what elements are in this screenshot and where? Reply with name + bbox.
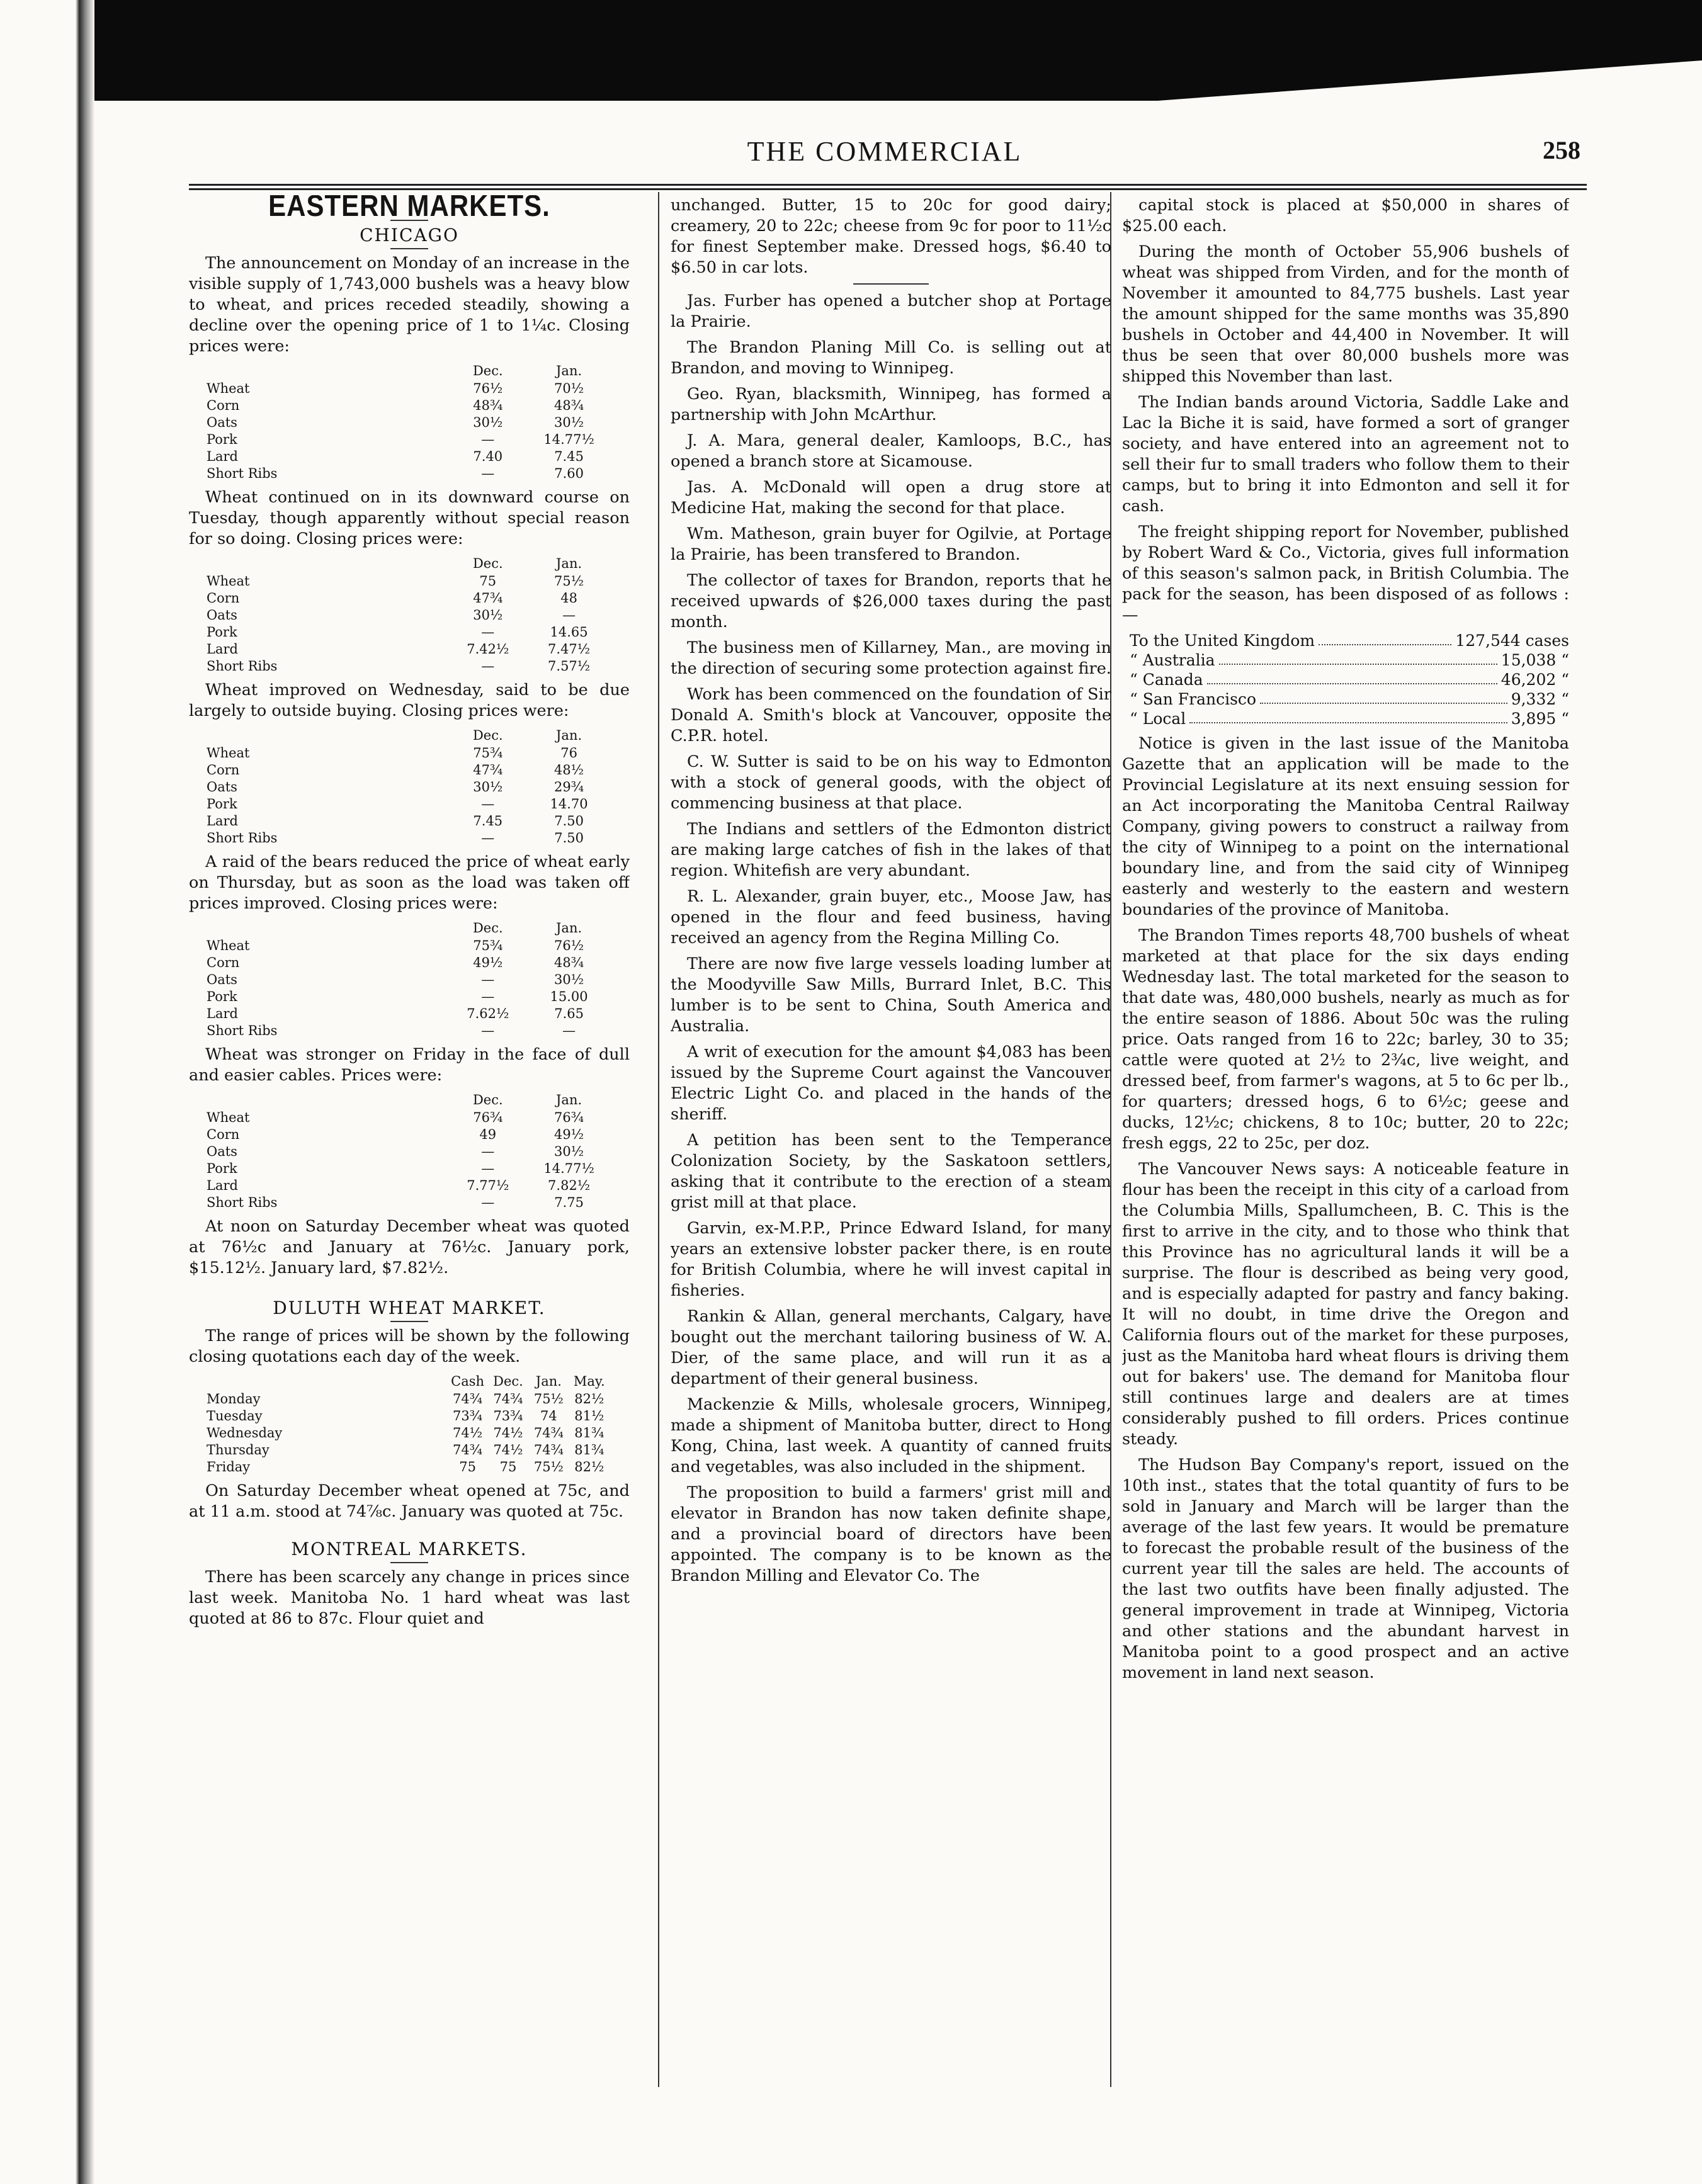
price-cell: — — [562, 1023, 576, 1038]
chicago-friday-paragraph: Wheat was stronger on Friday in the face of dull and easier cables. Prices were: — [189, 1045, 630, 1085]
commodity-label: Wheat — [207, 938, 250, 953]
price-cell: — — [481, 466, 495, 481]
duluth-heading: DULUTH WHEAT MARKET. — [273, 1298, 546, 1318]
commodity-label: Oats — [207, 415, 237, 430]
price-cell: 48¾ — [554, 955, 584, 970]
destination: “ Canada — [1130, 670, 1203, 689]
page-number: 258 — [1543, 136, 1580, 164]
price-cell: 75 — [459, 1459, 476, 1474]
price-cell: 75½ — [533, 1391, 564, 1406]
news-items — [671, 291, 1111, 1587]
table-row — [204, 813, 610, 830]
price-cell: 76¾ — [473, 1110, 503, 1125]
price-cell: 75 — [499, 1459, 517, 1474]
salmon-shipments-list — [1130, 631, 1569, 728]
chicago-wednesday-paragraph: Wheat improved on Wednesday, said to be due largely to outside buying. Closing prices were: — [189, 681, 630, 720]
table-row — [204, 937, 610, 954]
divider — [390, 1562, 428, 1563]
column-header: Dec. — [493, 1374, 523, 1389]
table-header-row — [204, 727, 610, 745]
header-rule — [189, 184, 1587, 186]
news-paragraph: The Hudson Bay Company's report, issued on the 10th inst., states that the total quantity of furs to be sold in January and March will be larger than the average of the last few years. It would be premature to forecast the probable result of the business of the current year till the sales are held. The accounts of the last two outfits have been finally adjusted. The general improvement in trade at Winnipeg, Victoria and other stations and the abundant harvest in Manitoba point to a good prospect and an active movement in land next season. — [1122, 1456, 1569, 1682]
montreal-heading: MONTREAL MARKETS. — [291, 1539, 528, 1559]
table-row — [204, 465, 610, 482]
news-paragraph: J. A. Mara, general dealer, Kamloops, B.C., has opened a branch store at Sicamouse. — [671, 431, 1111, 471]
scan-top-black-band — [0, 0, 1702, 101]
shipment-row — [1130, 689, 1569, 709]
column-3 — [1122, 195, 1569, 2122]
price-cell: 76¾ — [554, 1110, 584, 1125]
table-row — [204, 830, 610, 847]
commodity-label: Short Ribs — [207, 466, 278, 481]
table-row — [204, 607, 610, 624]
price-cell: 7.45 — [473, 813, 503, 829]
table-row — [204, 1408, 610, 1425]
day-label: Thursday — [207, 1442, 269, 1457]
header-rule-second — [189, 188, 1587, 190]
table-row — [204, 448, 610, 465]
price-cell: 47¾ — [473, 762, 503, 778]
price-cell: — — [481, 432, 495, 447]
leader-dots — [1207, 670, 1497, 684]
price-cell: — — [481, 796, 495, 812]
price-cell: — — [562, 608, 576, 623]
commodity-label: Pork — [207, 432, 237, 447]
table-row — [204, 779, 610, 796]
price-cell: 14.70 — [550, 796, 588, 812]
price-table-monday — [204, 362, 610, 482]
price-cell: — — [481, 1023, 495, 1038]
news-paragraph: Rankin & Allan, general merchants, Calgary, have bought out the merchant tailoring business of W. A. Dier, of the same place, and will run it as a department of their general business. — [671, 1307, 1111, 1388]
commodity-label: Corn — [207, 591, 240, 606]
chicago-saturday-paragraph: At noon on Saturday December wheat was quoted at 76½c and January at 76½c. January pork, $15.12½. January lard, $7.82½. — [189, 1217, 630, 1277]
price-cell: 47¾ — [473, 591, 503, 606]
news-paragraph: The freight shipping report for November, published by Robert Ward & Co., Victoria, gives full information of this season's salmon pack, in British Columbia. The pack for the season, has been disposed of as follows :— — [1122, 523, 1569, 625]
price-cell: 49½ — [473, 955, 503, 970]
price-cell: 74½ — [453, 1425, 483, 1440]
commodity-label: Short Ribs — [207, 659, 278, 674]
table-row — [204, 1160, 610, 1177]
table-row — [204, 1005, 610, 1022]
header-spacer — [204, 555, 447, 573]
commodity-label: Corn — [207, 762, 240, 778]
table-row — [204, 641, 610, 658]
quantity: 46,202 “ — [1501, 670, 1569, 689]
price-cell: 7.45 — [554, 449, 584, 464]
price-cell: 7.40 — [473, 449, 503, 464]
day-label: Monday — [207, 1391, 261, 1406]
news-paragraph: The business men of Killarney, Man., are moving in the direction of securing some protection against fire. — [671, 638, 1111, 678]
price-cell: 74½ — [493, 1442, 523, 1457]
chicago-subheading: CHICAGO — [360, 225, 459, 246]
news-paragraph: A writ of execution for the amount $4,083 has been issued by the Supreme Court against the Vancouver Electric Light Co. and placed in the hands of the sheriff. — [671, 1043, 1111, 1124]
commodity-label: Corn — [207, 398, 240, 413]
running-head: THE COMMERCIAL — [747, 136, 1023, 167]
commodity-label: Pork — [207, 796, 237, 812]
price-cell: 82½ — [574, 1391, 604, 1406]
page-header — [189, 135, 1580, 179]
price-table-thursday — [204, 919, 610, 1039]
commodity-label: Pork — [207, 625, 237, 640]
price-cell: 30½ — [554, 972, 584, 987]
price-cell: 49 — [479, 1127, 497, 1142]
price-cell: 48¾ — [473, 398, 503, 413]
price-cell: 81¾ — [574, 1425, 604, 1440]
price-cell: 75¾ — [473, 938, 503, 953]
price-cell: 75¾ — [473, 745, 503, 761]
news-paragraph: The Indian bands around Victoria, Saddle Lake and Lac la Biche it is said, have formed a sort of granger society, and have entered into an agreement not to sell their fur to small traders who follow them to their camps, but to bring it into Edmonton and sell it for cash. — [1122, 393, 1569, 516]
news-items-a — [1122, 195, 1569, 626]
shipment-row — [1130, 709, 1569, 728]
table-row — [204, 796, 610, 813]
table-row — [204, 1109, 610, 1126]
price-table-tuesday — [204, 555, 610, 675]
price-cell: 30½ — [554, 415, 584, 430]
news-paragraph: Wm. Matheson, grain buyer for Ogilvie, at Portage la Prairie, has been transfered to Brandon. — [671, 524, 1111, 564]
column-header: Dec. — [472, 1092, 503, 1107]
table-row — [204, 971, 610, 988]
news-paragraph: C. W. Sutter is said to be on his way to Edmonton with a stock of general goods, with the object of commencing business at that place. — [671, 752, 1111, 813]
price-cell: — — [481, 659, 495, 674]
news-paragraph: A petition has been sent to the Temperance Colonization Society, by the Saskatoon settlers, asking that it contribute to the erection of a steam grist mill at that place. — [671, 1131, 1111, 1212]
leader-dots — [1260, 689, 1507, 704]
section-separator — [853, 283, 929, 285]
price-cell: — — [481, 625, 495, 640]
price-cell: 73¾ — [453, 1408, 483, 1423]
day-label: Wednesday — [207, 1425, 283, 1440]
commodity-label: Oats — [207, 608, 237, 623]
news-paragraph: Mackenzie & Mills, wholesale grocers, Winnipeg, made a shipment of Manitoba butter, direct to Hong Kong, China, last week. A quantity of canned fruits and vegetables, was also included in the shipment. — [671, 1395, 1111, 1476]
column-header: Dec. — [472, 728, 503, 743]
shipment-row — [1130, 670, 1569, 689]
table-header-row — [204, 1091, 610, 1109]
table-row — [204, 431, 610, 448]
table-row — [204, 1425, 610, 1442]
chicago-monday-paragraph: The announcement on Monday of an increase in the visible supply of 1,743,000 bushels was a heavy blow to wheat, and prices receded steadily, showing a decline over the opening price of 1 to 1¼c. Closing prices were: — [189, 254, 630, 356]
news-paragraph: Work has been commenced on the foundation of Sir Donald A. Smith's block at Vancouver, opposite the C.P.R. hotel. — [671, 685, 1111, 745]
column-header: Dec. — [472, 920, 503, 936]
news-items-b — [1122, 733, 1569, 1683]
column-header: May. — [573, 1374, 605, 1389]
commodity-label: Lard — [207, 642, 238, 657]
column-header: Cash — [451, 1374, 485, 1389]
price-cell: 7.77½ — [467, 1178, 509, 1193]
news-paragraph: The proposition to build a farmers' grist mill and elevator in Brandon has now taken definite shape, and a provincial board of directors have been appointed. The company is to be known as the Brandon Milling and Elevator Co. The — [671, 1483, 1111, 1585]
commodity-label: Wheat — [207, 745, 250, 761]
header-spacer — [204, 727, 447, 745]
news-paragraph: The Brandon Planing Mill Co. is selling out at Brandon, and moving to Winnipeg. — [671, 338, 1111, 378]
column-header: Jan. — [556, 1092, 582, 1107]
price-cell: 15.00 — [550, 989, 588, 1004]
table-header-row — [204, 1372, 610, 1391]
price-cell: — — [481, 1144, 495, 1159]
table-row — [204, 1459, 610, 1476]
quantity: 3,895 “ — [1511, 710, 1569, 728]
column-rule-1 — [658, 192, 659, 2087]
price-table-friday — [204, 1091, 610, 1211]
commodity-label: Wheat — [207, 574, 250, 589]
column-2 — [671, 195, 1111, 2122]
price-cell: 7.50 — [554, 830, 584, 846]
quantity: 9,332 “ — [1511, 690, 1569, 708]
table-row — [204, 397, 610, 414]
price-cell: 48¾ — [554, 398, 584, 413]
header-spacer — [204, 1091, 447, 1109]
price-cell: 30½ — [473, 779, 503, 795]
divider — [390, 248, 428, 249]
price-cell: 48 — [560, 591, 577, 606]
table-row — [204, 745, 610, 762]
eastern-markets-heading: EASTERN MARKETS. — [268, 195, 550, 223]
column-header: Dec. — [472, 556, 503, 571]
table-row — [204, 988, 610, 1005]
scan-left-binding-edge — [0, 0, 94, 2184]
commodity-label: Short Ribs — [207, 1195, 278, 1210]
price-cell: 75½ — [533, 1459, 564, 1474]
table-row — [204, 762, 610, 779]
table-row — [204, 1442, 610, 1459]
price-cell: 76½ — [473, 381, 503, 396]
price-cell: 74½ — [493, 1425, 523, 1440]
price-cell: — — [481, 1195, 495, 1210]
price-cell: 75 — [479, 574, 497, 589]
price-cell: — — [481, 1161, 495, 1176]
shipment-row — [1130, 631, 1569, 650]
column-header: Dec. — [472, 363, 503, 378]
news-paragraph: The collector of taxes for Brandon, reports that he received upwards of $26,000 taxes during the past month. — [671, 571, 1111, 631]
table-header-row — [204, 919, 610, 937]
price-cell: 49½ — [554, 1127, 584, 1142]
leader-dots — [1189, 709, 1507, 723]
column-header: Jan. — [556, 363, 582, 378]
duluth-price-table — [204, 1372, 610, 1476]
quantity: 127,544 cases — [1455, 631, 1569, 650]
table-row — [204, 1022, 610, 1039]
table-row — [204, 954, 610, 971]
table-header-row — [204, 362, 610, 380]
price-cell: 7.65 — [554, 1006, 584, 1021]
price-cell: 74¾ — [453, 1391, 483, 1406]
column-header: Jan. — [535, 1374, 562, 1389]
price-cell: 7.57½ — [548, 659, 591, 674]
news-paragraph: The Vancouver News says: A noticeable feature in flour has been the receipt in this city of a carload from the Columbia Mills, Spallumcheen, B. C. This is the first to arrive in the city, and to those who think that this Province has no agricultural lands it will be a surprise. The flour is described as being very good, and is especially adapted for pastry and fancy baking. It will no doubt, in time drive the Oregon and California flours out of the market for these purposes, just as the Manitoba hard wheat flours is driving them out for bakers' use. The demand for Manitoba flour still continues large and dealers are at times considerably pushed to fill orders. Prices continue steady. — [1122, 1160, 1569, 1449]
table-row — [204, 624, 610, 641]
chicago-thursday-paragraph: A raid of the bears reduced the price of wheat early on Thursday, but as soon as the load was taken off prices improved. Closing prices were: — [189, 852, 630, 913]
commodity-label: Lard — [207, 1006, 238, 1021]
news-paragraph: Notice is given in the last issue of the Manitoba Gazette that an application will be made to the Provincial Legislature at its next ensuing session for an Act incorporating the Manitoba Central Railway Company, giving powers to construct a railway from the city of Winnipeg to a point on the international boundary line, and from the said city of Winnipeg easterly and westerly to the eastern and western boundaries of the province of Manitoba. — [1122, 734, 1569, 919]
commodity-label: Pork — [207, 989, 237, 1004]
price-cell: 14.77½ — [543, 432, 594, 447]
destination: “ Local — [1130, 710, 1186, 728]
duluth-paragraph: The range of prices will be shown by the following closing quotations each day of the week. — [189, 1327, 630, 1366]
price-cell: 7.82½ — [548, 1178, 591, 1193]
price-cell: — — [481, 972, 495, 987]
price-cell: 81¾ — [574, 1442, 604, 1457]
news-paragraph: Garvin, ex-M.P.P., Prince Edward Island, for many years an extensive lobster packer there, is en route for British Columbia, where he will invest capital in fisheries. — [671, 1219, 1111, 1300]
table-row — [204, 380, 610, 397]
header-spacer — [204, 362, 447, 380]
price-cell: 74¾ — [533, 1442, 564, 1457]
table-row — [204, 573, 610, 590]
commodity-label: Lard — [207, 1178, 238, 1193]
price-cell: 70½ — [554, 381, 584, 396]
price-cell: 7.50 — [554, 813, 584, 829]
news-paragraph: Geo. Ryan, blacksmith, Winnipeg, has formed a partnership with John McArthur. — [671, 385, 1111, 424]
column-header: Jan. — [556, 728, 582, 743]
price-cell: 82½ — [574, 1459, 604, 1474]
table-header-row — [204, 555, 610, 573]
news-paragraph: There are now five large vessels loading lumber at the Moodyville Saw Mills, Burrard Inlet, B.C. This lumber is to be sent to China, South America and Australia. — [671, 954, 1111, 1036]
price-cell: 30½ — [473, 415, 503, 430]
price-cell: 81½ — [574, 1408, 604, 1423]
news-paragraph: During the month of October 55,906 bushels of wheat was shipped from Virden, and for the month of November it amounted to 84,775 bushels. Last year the amount shipped for the same months was 35,890 bushels in October and 44,400 in November. It will thus be seen that over 80,000 bushels more was shipped this November than last. — [1122, 242, 1569, 386]
commodity-label: Wheat — [207, 381, 250, 396]
news-paragraph: The Indians and settlers of the Edmonton district are making large catches of fish in the lakes of that region. Whitefish are very abundant. — [671, 820, 1111, 880]
divider — [390, 1321, 428, 1322]
price-cell: 7.42½ — [467, 642, 509, 657]
day-label: Tuesday — [207, 1408, 263, 1423]
news-paragraph: capital stock is placed at $50,000 in shares of $25.00 each. — [1122, 196, 1569, 235]
commodity-label: Oats — [207, 972, 237, 987]
destination: “ Australia — [1130, 651, 1215, 669]
table-row — [204, 1194, 610, 1211]
commodity-label: Lard — [207, 449, 238, 464]
column-1 — [189, 195, 630, 2122]
commodity-label: Oats — [207, 779, 237, 795]
price-table-wednesday — [204, 727, 610, 847]
destination: “ San Francisco — [1130, 690, 1256, 708]
table-row — [204, 1126, 610, 1143]
montreal-continued-paragraph: unchanged. Butter, 15 to 20c for good dairy; creamery, 20 to 22c; cheese from 9c for poor to 11½c for finest September make. Dressed hogs, $6.40 to $6.50 in car lots. — [671, 196, 1111, 277]
commodity-label: Short Ribs — [207, 1023, 278, 1038]
price-cell: 74¾ — [533, 1425, 564, 1440]
chicago-tuesday-paragraph: Wheat continued on in its downward course on Tuesday, though apparently without special reason for so doing. Closing prices were: — [189, 488, 630, 548]
table-row — [204, 414, 610, 431]
price-cell: 30½ — [473, 608, 503, 623]
news-paragraph: The Brandon Times reports 48,700 bushels of wheat marketed at that place for the six days ending Wednesday last. The total marketed for the season to that date was, 480,000 bushels, nearly as much as for the entire season of 1886. About 50c was the ruling price. Oats ranged from 16 to 22c; barley, 30 to 35; cattle were quoted at 2½ to 2¾c, live weight, and dressed beef, from farmer's wagons, at 5 to 6c per lb., for quarters; dressed hogs, 6 to 6½c; geese and ducks, 12½c; chickens, 8 to 10c; butter, 20 to 22c; fresh eggs, 22 to 25c, per doz. — [1122, 926, 1569, 1153]
table-row — [204, 590, 610, 607]
price-cell: 29¾ — [554, 779, 584, 795]
commodity-label: Pork — [207, 1161, 237, 1176]
commodity-label: Wheat — [207, 1110, 250, 1125]
day-label: Friday — [207, 1459, 251, 1474]
price-cell: 14.77½ — [543, 1161, 594, 1176]
price-cell: — — [481, 989, 495, 1004]
price-cell: 74¾ — [493, 1391, 523, 1406]
price-cell: 74¾ — [453, 1442, 483, 1457]
shipment-row — [1130, 650, 1569, 670]
leader-dots — [1219, 650, 1497, 665]
leader-dots — [1319, 631, 1451, 645]
commodity-label: Corn — [207, 955, 240, 970]
table-row — [204, 658, 610, 675]
price-cell: 7.47½ — [548, 642, 591, 657]
column-header: Jan. — [556, 556, 582, 571]
column-header: Jan. — [556, 920, 582, 936]
quantity: 15,038 “ — [1501, 651, 1569, 669]
commodity-label: Oats — [207, 1144, 237, 1159]
price-cell: — — [481, 830, 495, 846]
table-row — [204, 1143, 610, 1160]
price-cell: 7.75 — [554, 1195, 584, 1210]
duluth-saturday-paragraph: On Saturday December wheat opened at 75c, and at 11 a.m. stood at 74⅞c. January was quoted at 75c. — [189, 1481, 630, 1521]
commodity-label: Corn — [207, 1127, 240, 1142]
header-spacer — [204, 919, 447, 937]
price-cell: 14.65 — [550, 625, 588, 640]
news-paragraph: Jas. A. McDonald will open a drug store at Medicine Hat, making the second for that place. — [671, 478, 1111, 518]
price-cell: 7.62½ — [467, 1006, 509, 1021]
column-header — [204, 1372, 447, 1391]
destination: To the United Kingdom — [1130, 631, 1315, 650]
commodity-label: Short Ribs — [207, 830, 278, 846]
price-cell: 73¾ — [493, 1408, 523, 1423]
commodity-label: Lard — [207, 813, 238, 829]
price-cell: 75½ — [554, 574, 584, 589]
price-cell: 30½ — [554, 1144, 584, 1159]
news-paragraph: Jas. Furber has opened a butcher shop at Portage la Prairie. — [671, 291, 1111, 331]
price-cell: 76½ — [554, 938, 584, 953]
montreal-paragraph: There has been scarcely any change in prices since last week. Manitoba No. 1 hard wheat was last quoted at 86 to 87c. Flour quiet and — [189, 1568, 630, 1628]
price-cell: 7.60 — [554, 466, 584, 481]
price-cell: 74 — [540, 1408, 557, 1423]
table-row — [204, 1391, 610, 1408]
news-paragraph: R. L. Alexander, grain buyer, etc., Moose Jaw, has opened in the flour and feed business, having received an agency from the Regina Milling Co. — [671, 887, 1111, 948]
table-row — [204, 1177, 610, 1194]
price-cell: 76 — [560, 745, 577, 761]
price-cell: 48½ — [554, 762, 584, 778]
